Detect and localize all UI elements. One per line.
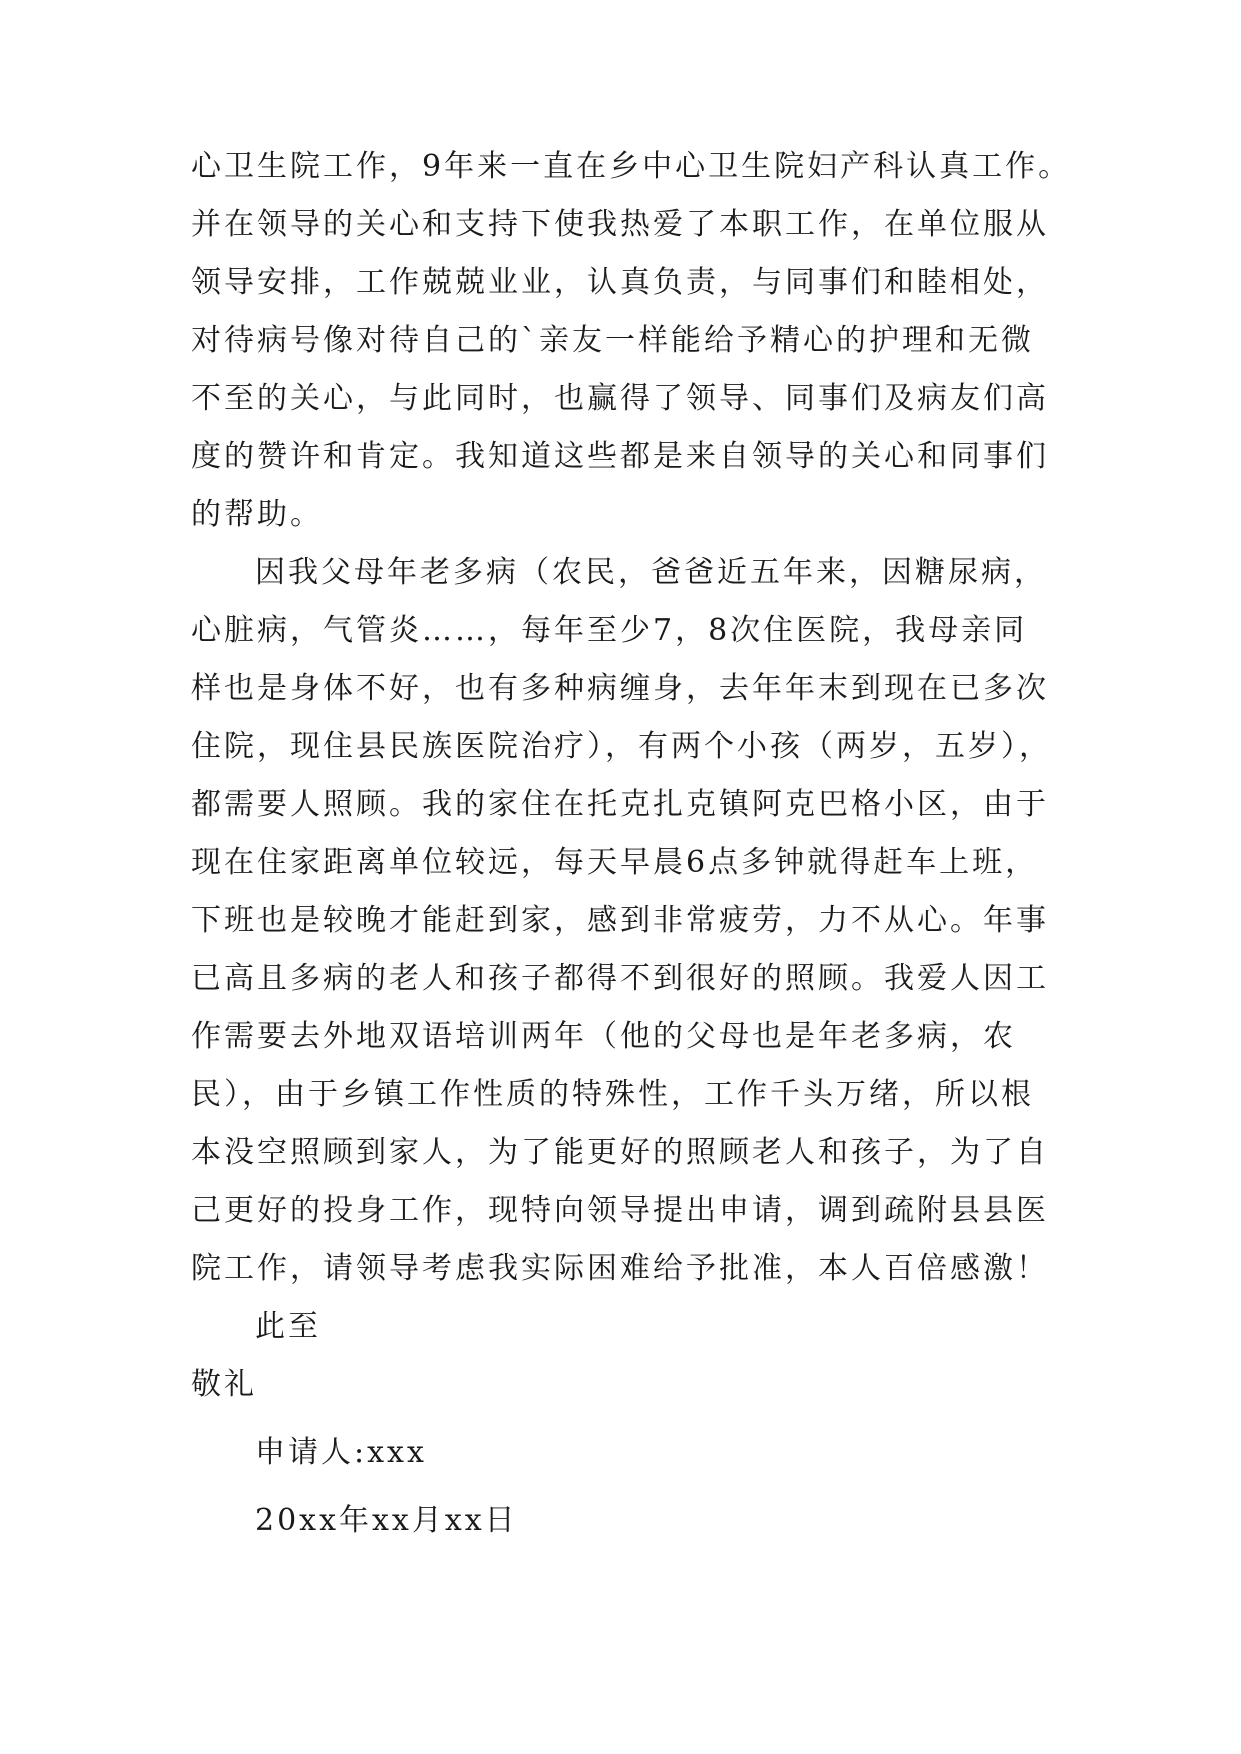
body-line: 领导安排，工作兢兢业业，认真负责，与同事们和睦相处， <box>191 265 1049 300</box>
body-line: 住院，现住县民族医院治疗），有两个小孩（两岁，五岁）， <box>191 729 1052 764</box>
body-line: 作需要去外地双语培训两年（他的父母也是年老多病，农 <box>191 1019 1016 1054</box>
body-line: 下班也是较晚才能赶到家，感到非常疲劳，力不从心。年事 <box>191 903 1049 938</box>
closing-salutation: 此至 <box>255 1309 321 1344</box>
body-line: 对待病号像对待自己的`亲友一样能给予精心的护理和无微 <box>191 323 1034 358</box>
body-line: 院工作，请领导考虑我实际困难给予批准，本人百倍感激！ <box>191 1251 1049 1286</box>
body-line: 度的赞许和肯定。我知道这些都是来自领导的关心和同事们 <box>191 439 1049 474</box>
closing-respect: 敬礼 <box>191 1367 257 1402</box>
body-line: 已高且多病的老人和孩子都得不到很好的照顾。我爱人因工 <box>191 961 1049 996</box>
body-line: 不至的关心，与此同时，也赢得了领导、同事们及病友们高 <box>191 381 1049 416</box>
body-line: 都需要人照顾。我的家住在托克扎克镇阿克巴格小区，由于 <box>191 787 1049 822</box>
application-date: 20xx年xx月xx日 <box>255 1503 518 1538</box>
body-line: 本没空照顾到家人，为了能更好的照顾老人和孩子，为了自 <box>191 1135 1049 1170</box>
body-line: 心卫生院工作，9年来一直在乡中心卫生院妇产科认真工作。 <box>191 149 1072 184</box>
applicant-signature: 申请人:xxx <box>255 1435 427 1470</box>
body-line: 并在领导的关心和支持下使我热爱了本职工作，在单位服从 <box>191 207 1049 242</box>
body-line: 民），由于乡镇工作性质的特殊性，工作千头万绪，所以根 <box>191 1077 1034 1112</box>
body-line: 样也是身体不好，也有多种病缠身，去年年末到现在已多次 <box>191 671 1049 706</box>
paragraph-start-line: 因我父母年老多病（农民，爸爸近五年来，因糖尿病， <box>255 555 1047 590</box>
body-line: 的帮助。 <box>191 497 323 532</box>
body-line: 己更好的投身工作，现特向领导提出申请，调到疏附县县医 <box>191 1193 1049 1228</box>
body-line: 心脏病，气管炎……，每年至少7，8次住医院，我母亲同 <box>191 613 1028 648</box>
body-line: 现在住家距离单位较远，每天早晨6点多钟就得赶车上班， <box>191 845 1039 880</box>
